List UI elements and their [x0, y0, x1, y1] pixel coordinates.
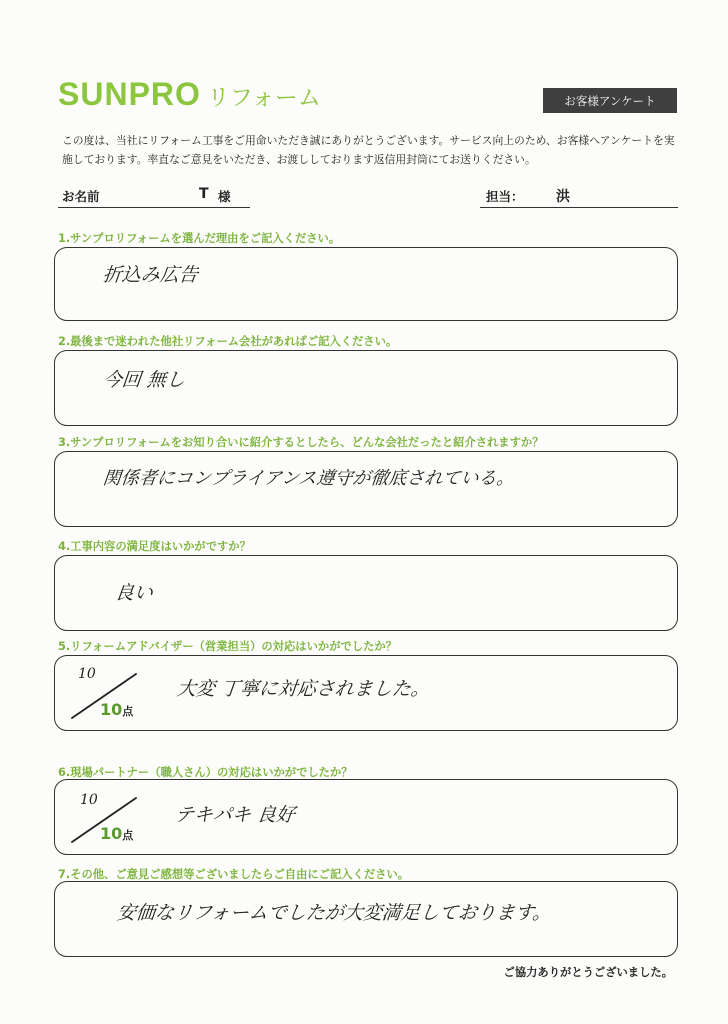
question-7-label: 7.その他、ご意見ご感想等ございましたらご自由にご記入ください。 [58, 868, 410, 881]
customer-honorific: 様 [218, 189, 231, 204]
score-6-unit: 点 [122, 829, 134, 842]
score-box-5 [58, 664, 158, 726]
staff-value: 洪 [556, 189, 570, 205]
survey-badge: お客様アンケート [543, 88, 677, 113]
staff-label: 担当： [486, 189, 524, 204]
score-5-unit: 点 [122, 705, 134, 718]
score-6-max: 10 [100, 824, 123, 843]
score-box-6 [58, 788, 158, 850]
brand-name: SUNPRO [58, 76, 201, 112]
answer-3-text: 関係者にコンプライアンス遵守が徹底されている。 [101, 468, 516, 489]
answer-box-4 [54, 555, 678, 631]
question-4-label: 4.工事内容の満足度はいかがですか？ [58, 540, 251, 553]
answer-4-text: 良い [113, 582, 155, 604]
score-6-printed [100, 824, 133, 843]
answer-6-text: テキパキ 良好 [173, 804, 297, 826]
customer-name-value: T [199, 186, 209, 202]
customer-name-field [58, 187, 250, 208]
answer-2-text: 今回 無し [101, 369, 187, 391]
answer-box-2 [54, 350, 678, 426]
question-3-label: 3.サンプロリフォームをお知り合いに紹介するとしたら、どんな会社だったと紹介されますか？ [58, 436, 544, 449]
score-5-written: 10 [78, 666, 96, 682]
customer-name-label: お名前 [62, 189, 100, 204]
question-2-label: 2.最後まで迷われた他社リフォーム会社があればご記入ください。 [58, 335, 398, 348]
score-6-written: 10 [80, 792, 98, 808]
answer-5-text: 大変 丁寧に対応されました。 [175, 678, 432, 700]
answer-7-text: 安価なリフォームでしたが大変満足しております。 [115, 902, 553, 924]
answer-1-text: 折込み広告 [101, 264, 200, 286]
question-1-label: 1.サンプロリフォームを選んだ理由をご記入ください。 [58, 232, 341, 245]
logo [58, 76, 321, 113]
score-5-max: 10 [100, 700, 123, 719]
staff-field [480, 187, 678, 208]
question-6-label: 6.現場パートナー（職人さん）の対応はいかがでしたか？ [58, 766, 353, 779]
question-5-label: 5.リフォームアドバイザー（営業担当）の対応はいかがでしたか？ [58, 640, 397, 653]
answer-box-7 [54, 881, 678, 957]
intro-text: この度は、当社にリフォーム工事をご用命いただき誠にありがとうございます。サービス向上のため、お客様へアンケートを実施しております。率直なご意見をいただき、お渡ししております返信用封筒にてお送りください。 [62, 134, 675, 166]
brand-subtitle: リフォーム [206, 85, 321, 111]
answer-box-1 [54, 247, 678, 321]
score-5-printed [100, 700, 133, 719]
answer-box-3 [54, 451, 678, 527]
thanks-text: ご協力ありがとうございました。 [503, 966, 673, 979]
